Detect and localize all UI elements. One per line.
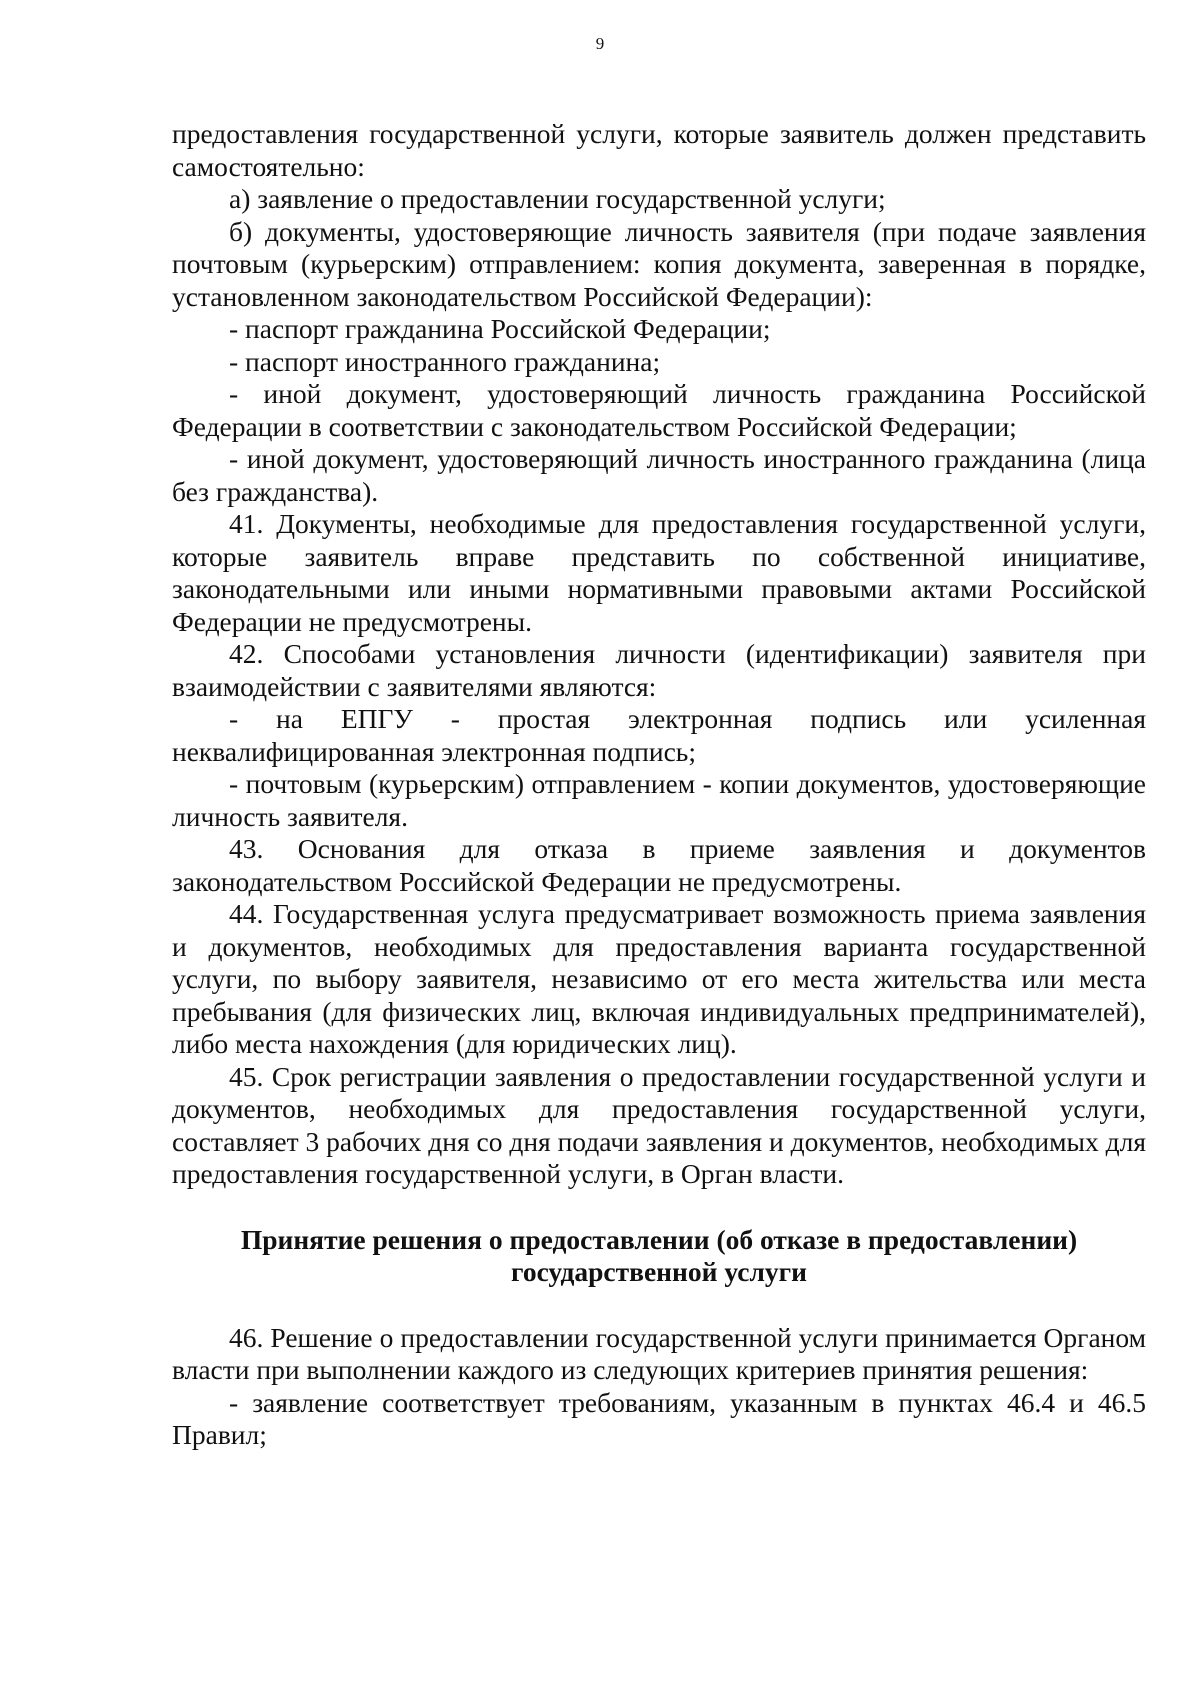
- list-item: - заявление соответствует требованиям, указанным в пунктах 46.4 и 46.5 Правил;: [172, 1386, 1146, 1450]
- paragraph: 45. Срок регистрации заявления о предоставлении государственной услуги и документов, необходимых для предоставления государственной услуги, составляет 3 рабочих дня со дня подачи заявления и документов, необходимых для предоставления государственной услуги, в Орган власти.: [172, 1060, 1147, 1189]
- paragraph: 46. Решение о предоставлении государственной услуги принимается Органом власти при выполнении каждого из следующих критериев принятия решения:: [172, 1321, 1146, 1385]
- paragraph: 42. Способами установления личности (идентификации) заявителя при взаимодействии с заявителями являются:: [172, 638, 1146, 702]
- paragraph: предоставления государственной услуги, которые заявитель должен представить самостоятельно:: [172, 118, 1146, 182]
- section-heading: [172, 1224, 1146, 1289]
- page-number: 9: [595, 34, 605, 53]
- paragraph: 43. Основания для отказа в приеме заявления и документов законодательством Российской Федерации не предусмотрены.: [172, 833, 1146, 897]
- paragraph: б) документы, удостоверяющие личность заявителя (при подаче заявления почтовым (курьерским) отправлением: копия документа, заверенная в порядке, установленном законодательством Российской Федерации):: [172, 215, 1146, 312]
- paragraph: а) заявление о предоставлении государственной услуги;: [229, 183, 886, 214]
- list-item: - паспорт иностранного гражданина;: [229, 345, 661, 377]
- list-item: - паспорт гражданина Российской Федерации;: [229, 313, 771, 344]
- list-item: - иной документ, удостоверяющий личность иностранного гражданина (лица без гражданства).: [172, 443, 1146, 507]
- list-item: - иной документ, удостоверяющий личность гражданина Российской Федерации в соответствии с законодательством Российской Федерации;: [172, 378, 1146, 442]
- list-item: - почтовым (курьерским) отправлением - копии документов, удостоверяющие личность заявителя.: [172, 768, 1146, 832]
- paragraph: 44. Государственная услуга предусматривает возможность приема заявления и документов, необходимых для предоставления варианта государственной услуги, по выбору заявителя, независимо от его места жительства или места пребывания (для физических лиц, включая индивидуальных предпринимателей), либо места нахождения (для юридических лиц).: [172, 898, 1146, 1059]
- section-heading-line-2: государственной услуги: [511, 1256, 807, 1287]
- list-item: - на ЕПГУ - простая электронная подпись или усиленная неквалифицированная электронная подпись;: [172, 703, 1146, 767]
- section-heading-line-1: Принятие решения о предоставлении (об отказе в предоставлении): [240, 1223, 1078, 1255]
- document-body: [172, 118, 1146, 1452]
- paragraph: 41. Документы, необходимые для предоставления государственной услуги, которые заявитель вправе представить по собственной инициативе, законодательными или иными нормативными правовыми актами Российской Федерации не предусмотрены.: [172, 508, 1146, 637]
